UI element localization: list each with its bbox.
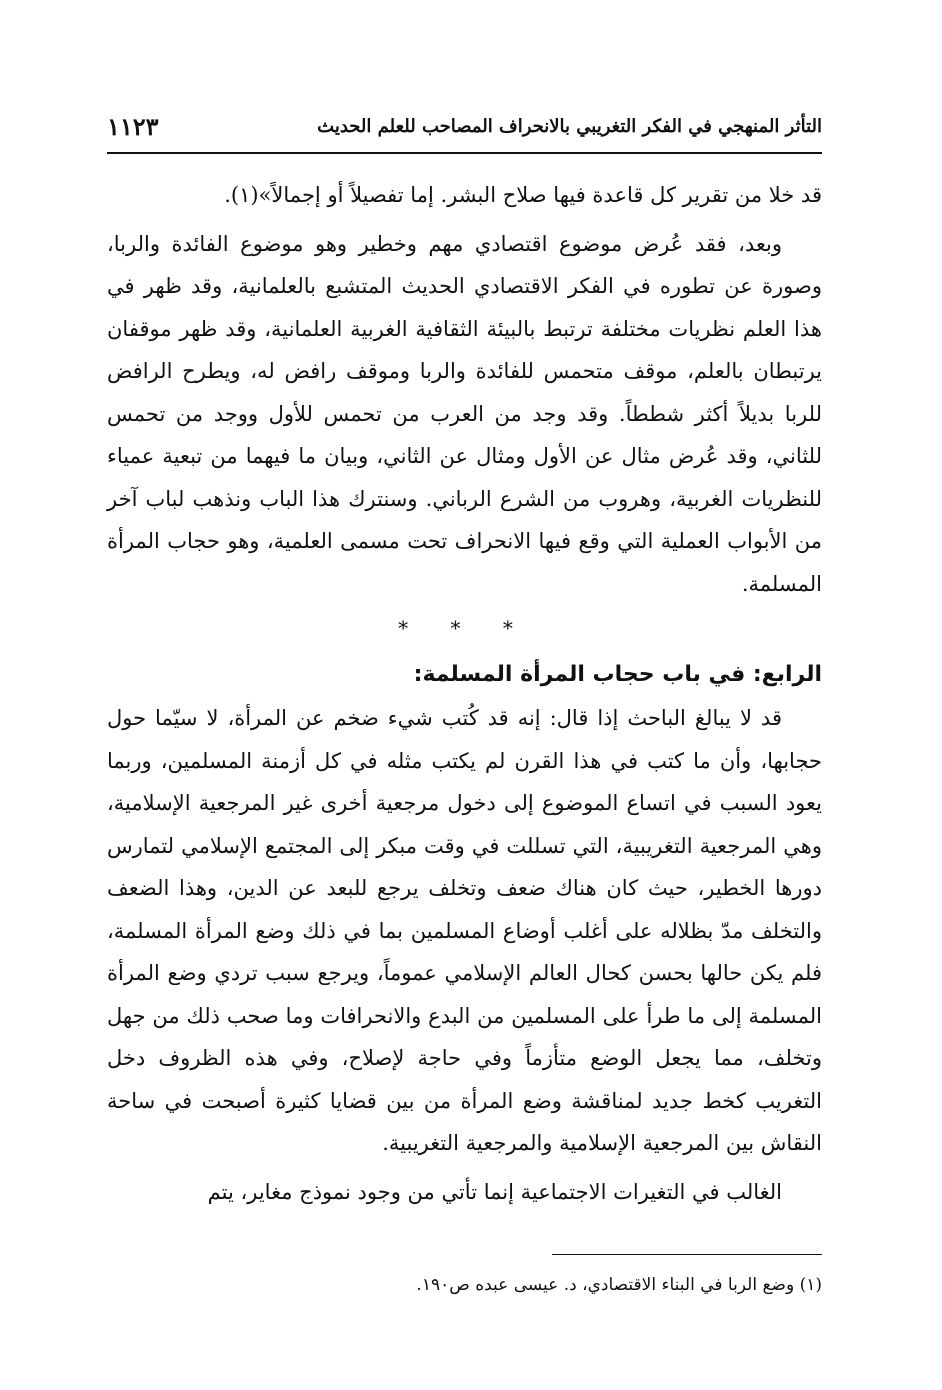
running-header xyxy=(107,108,822,154)
paragraph: الغالب في التغيرات الاجتماعية إنما تأتي من وجود نموذج مغاير، يتم xyxy=(207,1179,782,1204)
paragraph: قد لا يبالغ الباحث إذا قال: إنه قد كُتب شيء ضخم عن المرأة، لا سيّما حول حجابها، وأن ما كتب في هذا القرن لم يكتب مثله في كل أزمنة المسلمين، وربما يعود السبب في اتساع الموضوع إلى دخول مرجعية أخرى غير المرجعية الإسلامية، وهي المرجعية التغريبية، التي تسللت في وقت مبكر إلى المجتمع الإسلامي لتمارس دورها الخطير، حيث كان هناك ضعف وتخلف يرجع للبعد عن الدين، وهذا الضعف والتخلف مدّ بظلاله على أغلب أوضاع المسلمين بما في ذلك وضع المرأة المسلمة، فلم يكن حالها بحسن كحال العالم الإسلامي عموماً، ويرجع سبب تردي وضع المرأة المسلمة إلى ما طرأ على المسلمين من البدع والانحرافات وما صحب ذلك من جهل وتخلف، مما يجعل الوضع متأزماً وفي حاجة لإصلاح، وفي هذه الظروف دخل التغريب كخط جديد لمناقشة وضع المرأة من بين قضايا كثيرة أصبحت في ساحة النقاش بين المرجعية الإسلامية والمرجعية التغريبية. xyxy=(107,706,822,1155)
footnote: (١) وضع الربا في البناء الاقتصادي، د. عيسى عبده ص١٩٠. xyxy=(416,1275,822,1295)
page-number: ١١٢٣ xyxy=(107,112,159,141)
paragraph: قد خلا من تقرير كل قاعدة فيها صلاح البشر. إما تفصيلاً أو إجمالاً»(١). xyxy=(224,183,822,207)
main-text xyxy=(107,174,822,1213)
running-title: التأثر المنهجي في الفكر التغريبي بالانحراف المصاحب للعلم الحديث xyxy=(317,116,822,137)
paragraph: وبعد، فقد عُرض موضوع اقتصادي مهم وخطير وهو موضوع الفائدة والربا، وصورة عن تطوره في الفكر الاقتصادي الحديث المتشبع بالعلمانية، وقد ظهر في هذا العلم نظريات مختلفة ترتبط بالبيئة الثقافية الغربية العلمانية، وقد ظهر موقفان يرتبطان بالعلم، موقف متحمس للفائدة والربا وموقف رافض له، ويطرح الرافض للربا بديلاً أكثر شططاً. وقد وجد من العرب من تحمس للأول ووجد من تحمس للثاني، وقد عُرض مثال عن الأول ومثال عن الثاني، وبيان ما فيهما من تبعية عمياء للنظريات الغربية، وهروب من الشرع الرباني. وسنترك هذا الباب ونذهب لباب آخر من الأبواب العملية التي وقع فيها الانحراف تحت مسمى العلمية، وهو حجاب المرأة المسلمة. xyxy=(107,231,822,596)
footnote-divider xyxy=(552,1254,822,1255)
section-separator: * * * xyxy=(398,616,531,640)
section-heading: الرابع: في باب حجاب المرأة المسلمة: xyxy=(413,662,822,687)
